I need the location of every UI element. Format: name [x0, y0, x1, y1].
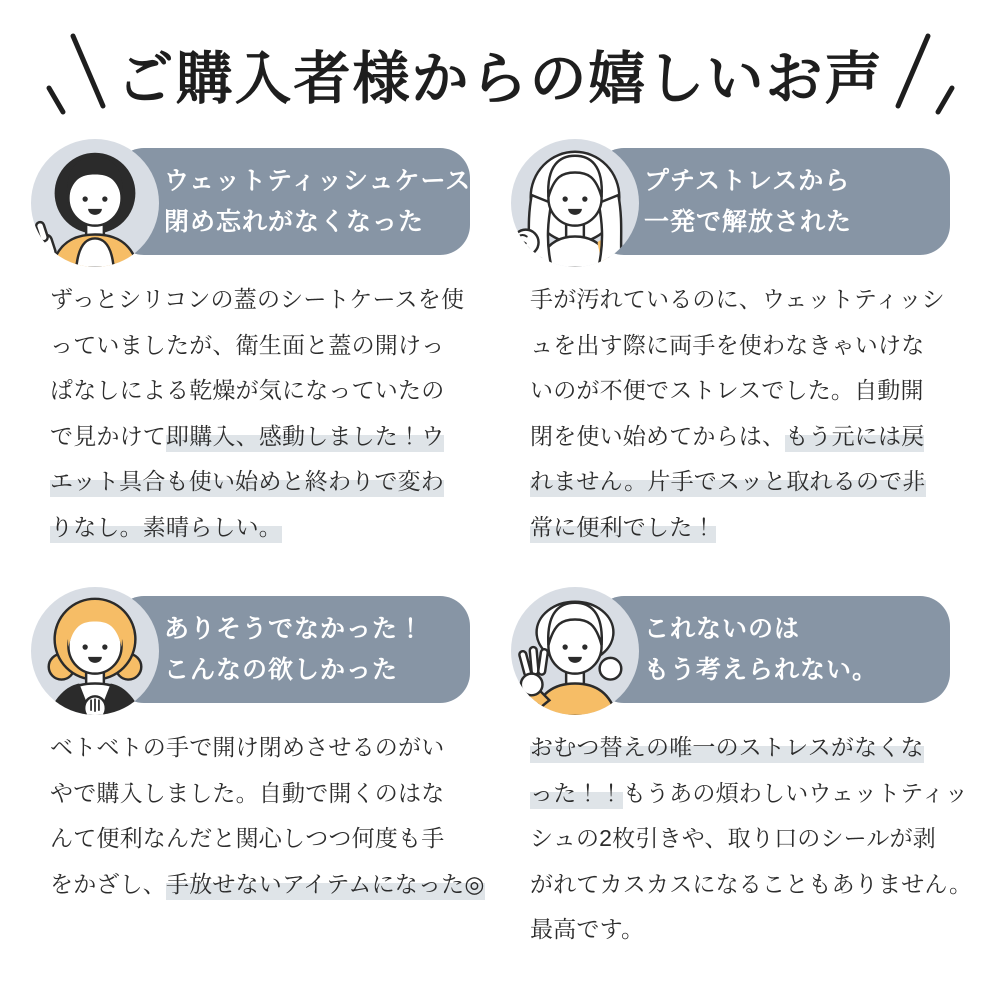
text-segment: んて便利なんだと関心しつつ何度も手 [50, 825, 445, 851]
text-segment: 閉を使い始めてからは、 [530, 422, 786, 449]
testimonial-header-2 [510, 137, 950, 269]
hand-drawn-right-slashes-icon [894, 30, 958, 118]
banner-title-line: もう考えられない。 [644, 656, 879, 684]
text-segment: いのが不便でストレスでした。自動開 [530, 377, 924, 403]
testimonial-card-2 [510, 137, 950, 550]
text-line [530, 459, 950, 505]
avatar-woman-ok-sign [510, 586, 640, 716]
text-line [50, 277, 470, 323]
text-segment: で見かけて [50, 422, 166, 449]
text-segment: シュの2枚引きや、取り口のシールが剥 [530, 825, 937, 851]
avatar-illustration [510, 586, 640, 716]
highlighted-text: った！！ [530, 780, 623, 809]
avatar-woman-pointing [30, 138, 160, 268]
avatar-woman-long-hair [510, 138, 640, 268]
banner-title-line: プチストレスから [644, 167, 851, 195]
avatar-woman-bob-hair [30, 586, 160, 716]
avatar-illustration [510, 138, 640, 268]
text-line [50, 862, 485, 908]
text-line [530, 277, 950, 323]
testimonial-text-1 [50, 277, 470, 550]
banner-title-line: ウェットティッシュケース [164, 167, 472, 195]
testimonial-card-1 [30, 137, 470, 550]
text-line [530, 505, 950, 551]
banner-title-line: 閉め忘れがなくなった [164, 208, 425, 236]
testimonial-text-4 [530, 725, 973, 953]
text-segment: 手が汚れているのに、ウェットティッシ [530, 286, 945, 312]
page-title: ご購入者様からの嬉しいお声 [116, 47, 884, 111]
testimonial-text-2 [530, 277, 950, 550]
text-line [50, 505, 470, 551]
text-segment: ずっとシリコンの蓋のシートケースを使 [50, 286, 465, 312]
avatar-illustration [30, 586, 160, 716]
text-line [50, 725, 470, 771]
text-segment: ベトベトの手で開け閉めさせるのがい [50, 734, 445, 760]
text-line [530, 816, 950, 862]
banner-title-line: こんなの欲しかった [164, 656, 399, 684]
text-line [530, 771, 969, 817]
highlighted-text: 即購入、感動しました！ウ [166, 423, 444, 452]
text-line [530, 414, 950, 460]
testimonial-header-1 [30, 137, 470, 269]
text-line [530, 725, 950, 771]
banner-title-line: ありそうでなかった！ [164, 615, 425, 643]
page-title-row [0, 24, 1000, 124]
text-line [530, 907, 950, 953]
testimonial-text-3 [50, 725, 485, 907]
banner-title-line: これないのは [644, 615, 801, 643]
testimonial-header-3 [30, 585, 470, 717]
text-line [50, 816, 470, 862]
text-line [50, 459, 470, 505]
banner-title-line: 一発で解放された [644, 208, 853, 236]
highlighted-text: 手放せないアイテムになった◎ [166, 871, 485, 900]
text-segment: をかざし、 [50, 870, 166, 897]
text-segment: やで購入しました。自動で開くのはな [50, 779, 445, 806]
speech-banner-1 [114, 148, 470, 255]
highlighted-text: おむつ替えの唯一のストレスがなくな [530, 734, 924, 763]
speech-banner-4 [594, 596, 950, 703]
highlighted-text: 常に便利でした！ [530, 514, 716, 543]
text-line [530, 862, 973, 908]
avatar-illustration [30, 138, 160, 268]
text-line [530, 368, 950, 414]
text-segment: ュを出す際に両手を使わなきゃいけな [530, 331, 925, 358]
text-segment: ぱなしによる乾燥が気になっていたの [50, 377, 445, 403]
text-segment: っていましたが、衛生面と蓋の開けっ [50, 331, 445, 358]
text-line [530, 323, 950, 369]
text-segment: 最高です。 [530, 916, 645, 942]
text-line [50, 368, 470, 414]
testimonial-header-4 [510, 585, 950, 717]
text-line [50, 771, 470, 817]
speech-banner-2 [594, 148, 950, 255]
testimonial-card-4 [510, 585, 973, 953]
speech-banner-3 [114, 596, 470, 703]
highlighted-text: もう元には戻 [785, 423, 924, 452]
hand-drawn-left-slashes-icon [43, 30, 107, 118]
highlighted-text: エット具合も使い始めと終わりで変わ [50, 468, 444, 497]
text-segment: がれてカスカスになることもありません。 [530, 870, 973, 897]
text-segment: もうあの煩わしいウェットティッ [622, 779, 969, 806]
testimonial-card-3 [30, 585, 485, 907]
text-line [50, 323, 470, 369]
highlighted-text: れません。片手でスッと取れるので非 [530, 468, 926, 497]
text-line [50, 414, 470, 460]
highlighted-text: りなし。素晴らしい。 [50, 514, 282, 543]
